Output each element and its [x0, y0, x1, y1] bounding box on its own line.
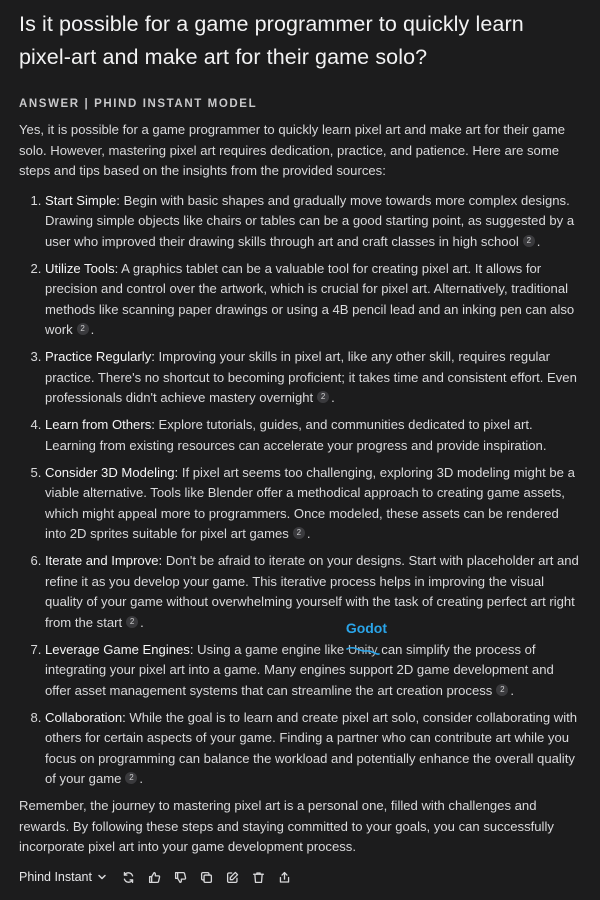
list-item: 6. Iterate and Improve: Don't be afraid to iterate on your designs. Start with placeholder art and refine it as you develop your game. This iterative process helps in improving the visual quality of your game without overwhelming yourself with the task of creating perfect art right from the start 2 .	[45, 551, 581, 633]
step-text: A graphics tablet can be a valuable tool for creating pixel art. It allows for precision and control over the artwork, which is crucial for pixel art. Alternatively, traditional methods like scanning paper drawings or using a 4B pencil lead and an inking pen can also work	[45, 260, 575, 337]
delete-icon	[252, 871, 265, 884]
step-title: Utilize Tools:	[45, 260, 119, 276]
edited-word	[345, 619, 388, 661]
list-item: 5. Consider 3D Modeling: If pixel art seems too challenging, exploring 3D modeling might be a viable alternative. Tools like Blender offer a methodical approach to creating game assets, which might appeal more to programmers. Once modeled, these assets can be rendered into 2D sprites suitable for pixel art games 2 .	[45, 463, 581, 545]
answer-intro: Yes, it is possible for a game programmer to quickly learn pixel art and make art for their game solo. However, mastering pixel art requires dedication, practice, and patience. Here are some steps and tips based on the insights from the provided sources:	[19, 122, 566, 178]
step-text: Begin with basic shapes and gradually move towards more complex designs. Drawing simple objects like chairs or tables can be a good starting point, as suggested by a user who improved their drawing skills through art and craft classes in high school	[45, 192, 575, 249]
regenerate-button[interactable]	[116, 866, 142, 888]
step-text: Improving your skills in pixel art, like any other skill, requires regular practice. There's no shortcut to becoming proficient; it takes time and consistent effort. Even professionals didn't achieve mastery overnight	[45, 349, 577, 405]
list-item: 7. Leverage Game Engines: Using a game engine like Godot Unity can simplify the process of integrating your pixel art into a game. Many engines support 2D game development and offer asset management systems that can streamline the art creation process 2 .	[45, 640, 581, 702]
thumbs-down-icon	[174, 871, 187, 884]
step-title: Iterate and Improve:	[45, 553, 163, 568]
chevron-down-icon	[97, 872, 107, 882]
step-text: Don't be afraid to iterate on your designs. Start with placeholder art and refine it as you develop your game. This iterative process helps in improving the visual quality of your game without overwhelming yourself with the task of creating perfect art right from the start	[45, 553, 579, 630]
step-title: Consider 3D Modeling:	[45, 464, 179, 480]
step-title: Start Simple:	[45, 192, 120, 208]
copy-button[interactable]	[194, 866, 220, 888]
step-text: If pixel art seems too challenging, exploring 3D modeling might be a viable alternative. Tools like Blender offer a methodical approach to creating game assets, which might appeal more to programmers. Once modeled, these assets can be rendered into 2D sprites suitable for pixel art games	[45, 464, 575, 541]
citation-badge[interactable]: 2	[77, 323, 89, 335]
list-item: 8. Collaboration: While the goal is to learn and create pixel art solo, consider collaborating with others for certain aspects of your game. Finding a partner who can contribute art while you focus on programming can balance the workload and potentially enhance the overall quality of your game 2 .	[45, 708, 581, 790]
edit-button[interactable]	[220, 866, 246, 888]
model-selector-label: Phind Instant	[19, 870, 92, 884]
list-item	[45, 415, 581, 456]
thumbs-down-button[interactable]	[168, 866, 194, 888]
handwritten-correction: Godot	[345, 619, 388, 636]
thumbs-up-button[interactable]	[142, 866, 168, 888]
thumbs-up-icon	[148, 871, 161, 884]
edit-icon	[226, 871, 239, 884]
step-text: can simplify the process of integrating your pixel art into a game. Many engines support 2D game development and offer asset management systems that can streamline the art creation process	[45, 641, 554, 698]
list-item: 1. Start Simple: Begin with basic shapes and gradually move towards more complex designs. Drawing simple objects like chairs or tables can be a good starting point, as suggested by a user who improved their drawing skills through art and craft classes in high school 2 .	[45, 191, 581, 253]
citation-badge[interactable]: 2	[293, 527, 305, 539]
steps-list	[19, 191, 581, 790]
struck-word: Unity	[347, 641, 378, 657]
copy-icon	[200, 871, 213, 884]
citation-badge[interactable]: 2	[523, 235, 535, 247]
delete-button[interactable]	[246, 866, 272, 888]
answer-outro: Remember, the journey to mastering pixel art is a personal one, filled with challenges and rewards. By following these steps and staying committed to your goals, you can successfully incorporate pixel art into your game development process.	[19, 798, 554, 854]
share-button[interactable]	[272, 866, 298, 888]
list-item: 3. Practice Regularly: Improving your skills in pixel art, like any other skill, requires regular practice. There's no shortcut to becoming proficient; it takes time and consistent effort. Even professionals didn't achieve mastery overnight 2 .	[45, 347, 581, 409]
answer-label: ANSWER | PHIND INSTANT MODEL	[19, 98, 258, 110]
step-title: Practice Regularly:	[45, 349, 155, 364]
answer-toolbar	[19, 866, 298, 888]
citation-badge[interactable]: 2	[125, 772, 137, 784]
step-text: Explore tutorials, guides, and communities dedicated to pixel art. Learning from existing resources can accelerate your progress and provide inspiration.	[45, 417, 547, 453]
step-title: Leverage Game Engines:	[45, 641, 194, 657]
step-text: While the goal is to learn and create pixel art solo, consider collaborating with others for certain aspects of your game. Finding a partner who can contribute art while you focus on programming can balance the workload and potentially enhance the overall quality of your game	[45, 709, 578, 786]
list-item: 2. Utilize Tools: A graphics tablet can be a valuable tool for creating pixel art. It allows for precision and control over the artwork, which is crucial for pixel art. Alternatively, traditional methods like scanning paper drawings or using a 4B pencil lead and an inking pen can also work 2 .	[45, 259, 581, 341]
model-selector[interactable]	[19, 870, 107, 884]
step-title: Collaboration:	[45, 709, 126, 725]
step-text-before: Using a game engine like	[193, 641, 348, 657]
page-title: Is it possible for a game programmer to quickly learn pixel-art and make art for their game solo?	[19, 12, 524, 69]
citation-badge[interactable]: 2	[317, 391, 329, 403]
share-icon	[278, 871, 291, 884]
citation-badge[interactable]: 2	[126, 616, 138, 628]
citation-badge[interactable]: 2	[496, 684, 508, 696]
regenerate-icon	[122, 871, 135, 884]
step-title: Learn from Others:	[45, 417, 155, 432]
